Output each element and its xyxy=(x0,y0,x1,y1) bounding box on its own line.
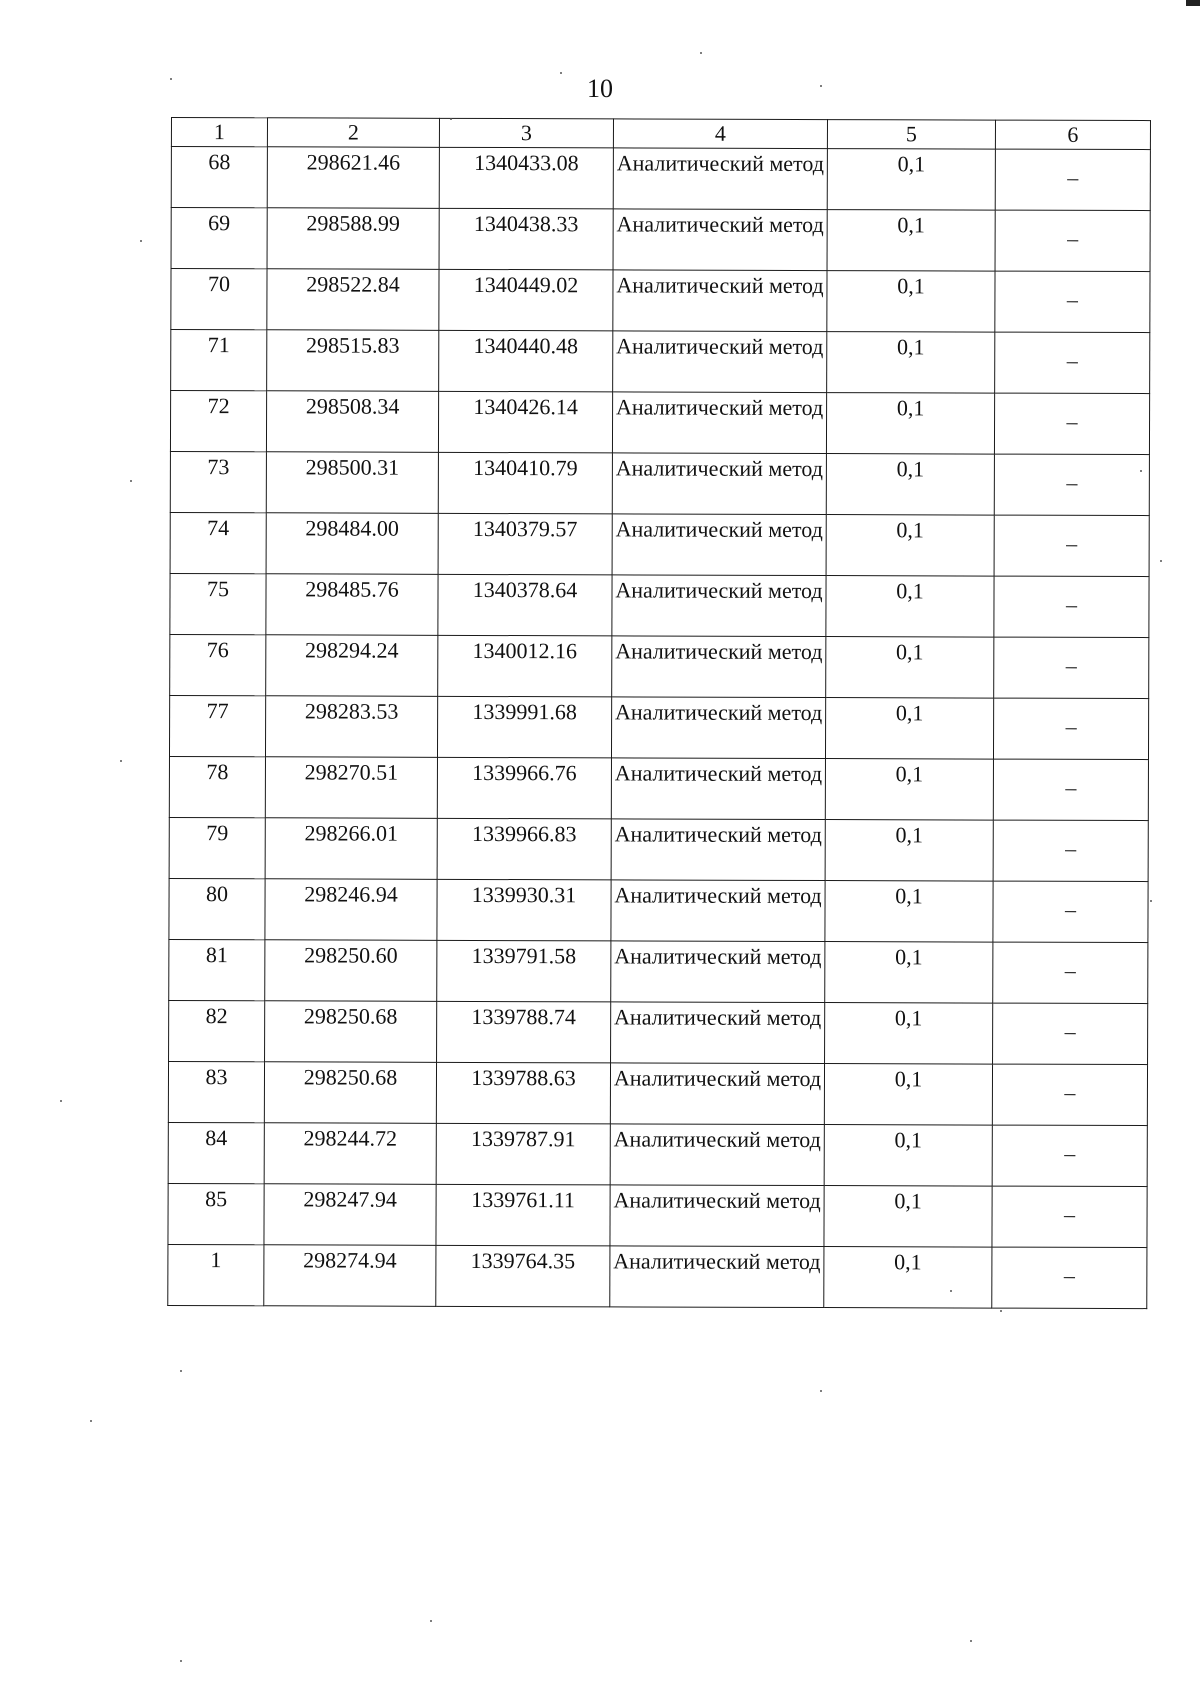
accuracy-cell: 0,1 xyxy=(825,881,993,943)
note-cell: – xyxy=(993,1003,1148,1064)
scan-speck xyxy=(120,760,122,762)
accuracy-cell: 0,1 xyxy=(825,759,993,821)
point-number-cell: 76 xyxy=(170,634,266,695)
note-cell: – xyxy=(995,210,1150,271)
column-header: 3 xyxy=(439,118,613,148)
table-row xyxy=(168,1183,1147,1247)
x-coordinate-cell: 298270.51 xyxy=(265,757,437,819)
y-coordinate-cell: 1340449.02 xyxy=(439,269,613,331)
accuracy-cell: 0,1 xyxy=(827,210,995,272)
accuracy-cell: 0,1 xyxy=(827,332,995,394)
table-row xyxy=(169,756,1148,820)
table-header-row xyxy=(171,118,1150,150)
y-coordinate-cell: 1339788.74 xyxy=(437,1001,611,1063)
point-number-cell: 84 xyxy=(168,1122,264,1183)
x-coordinate-cell: 298621.46 xyxy=(267,147,439,209)
accuracy-cell: 0,1 xyxy=(824,1125,992,1187)
scan-speck xyxy=(60,1100,62,1102)
method-cell: Аналитический метод xyxy=(612,575,826,637)
column-header: 2 xyxy=(267,118,439,148)
table-row xyxy=(171,147,1150,211)
y-coordinate-cell: 1339764.35 xyxy=(436,1245,610,1307)
y-coordinate-cell: 1339930.31 xyxy=(437,879,611,941)
y-coordinate-cell: 1340410.79 xyxy=(438,452,612,514)
method-cell: Аналитический метод xyxy=(613,148,827,210)
point-number-cell: 80 xyxy=(169,878,265,939)
table-row xyxy=(170,451,1149,515)
scan-speck xyxy=(430,1620,432,1622)
scan-speck xyxy=(130,480,132,482)
point-number-cell: 70 xyxy=(171,269,267,330)
table-row xyxy=(170,391,1149,455)
accuracy-cell: 0,1 xyxy=(825,1003,993,1065)
table-row xyxy=(169,695,1148,759)
accuracy-cell: 0,1 xyxy=(824,1064,992,1126)
scan-speck xyxy=(700,52,702,54)
point-number-cell: 68 xyxy=(171,147,267,208)
table-row xyxy=(170,512,1149,576)
x-coordinate-cell: 298515.83 xyxy=(267,330,439,392)
table-row xyxy=(168,1244,1147,1308)
accuracy-cell: 0,1 xyxy=(826,393,994,455)
method-cell: Аналитический метод xyxy=(613,209,827,271)
note-cell: – xyxy=(992,1125,1147,1186)
accuracy-cell: 0,1 xyxy=(826,637,994,699)
note-cell: – xyxy=(994,454,1149,515)
scan-speck xyxy=(140,240,142,242)
x-coordinate-cell: 298508.34 xyxy=(266,391,438,453)
point-number-cell: 72 xyxy=(170,391,266,452)
column-header: 5 xyxy=(827,120,995,150)
x-coordinate-cell: 298485.76 xyxy=(266,574,438,636)
point-number-cell: 85 xyxy=(168,1183,264,1244)
y-coordinate-cell: 1339966.83 xyxy=(437,818,611,880)
note-cell: – xyxy=(993,942,1148,1003)
x-coordinate-cell: 298250.60 xyxy=(265,940,437,1002)
x-coordinate-cell: 298500.31 xyxy=(266,452,438,514)
x-coordinate-cell: 298266.01 xyxy=(265,818,437,880)
note-cell: – xyxy=(995,332,1150,393)
method-cell: Аналитический метод xyxy=(611,941,825,1003)
x-coordinate-cell: 298250.68 xyxy=(265,1001,437,1063)
scan-speck xyxy=(820,85,822,87)
scan-speck xyxy=(1000,1310,1002,1312)
method-cell: Аналитический метод xyxy=(611,758,825,820)
accuracy-cell: 0,1 xyxy=(825,820,993,882)
y-coordinate-cell: 1339791.58 xyxy=(437,940,611,1002)
y-coordinate-cell: 1339787.91 xyxy=(436,1123,610,1185)
table-row xyxy=(169,939,1148,1003)
point-number-cell: 74 xyxy=(170,512,266,573)
method-cell: Аналитический метод xyxy=(611,1002,825,1064)
point-number-cell: 1 xyxy=(168,1244,264,1305)
method-cell: Аналитический метод xyxy=(612,453,826,515)
method-cell: Аналитический метод xyxy=(612,514,826,576)
method-cell: Аналитический метод xyxy=(610,1246,824,1308)
y-coordinate-cell: 1339761.11 xyxy=(436,1184,610,1246)
scan-speck xyxy=(180,1660,182,1662)
note-cell: – xyxy=(992,1247,1147,1308)
table-row xyxy=(170,573,1149,637)
method-cell: Аналитический метод xyxy=(610,1063,824,1125)
y-coordinate-cell: 1340438.33 xyxy=(439,208,613,270)
note-cell: – xyxy=(993,698,1148,759)
scan-speck xyxy=(820,1390,822,1392)
table-row xyxy=(169,1000,1148,1064)
note-cell: – xyxy=(994,637,1149,698)
method-cell: Аналитический метод xyxy=(613,270,827,332)
column-header: 6 xyxy=(995,120,1150,149)
x-coordinate-cell: 298522.84 xyxy=(267,269,439,331)
table-row xyxy=(171,208,1150,272)
note-cell: – xyxy=(994,515,1149,576)
scan-speck xyxy=(180,1370,182,1372)
scan-speck xyxy=(1160,560,1162,562)
point-number-cell: 79 xyxy=(169,817,265,878)
accuracy-cell: 0,1 xyxy=(827,271,995,333)
scan-speck xyxy=(560,72,562,74)
x-coordinate-cell: 298247.94 xyxy=(264,1184,436,1246)
point-number-cell: 75 xyxy=(170,573,266,634)
accuracy-cell: 0,1 xyxy=(825,698,993,760)
table-row xyxy=(168,1061,1147,1125)
accuracy-cell: 0,1 xyxy=(827,149,995,211)
x-coordinate-cell: 298484.00 xyxy=(266,513,438,575)
y-coordinate-cell: 1339991.68 xyxy=(437,696,611,758)
method-cell: Аналитический метод xyxy=(611,697,825,759)
method-cell: Аналитический метод xyxy=(610,1185,824,1247)
x-coordinate-cell: 298294.24 xyxy=(266,635,438,697)
y-coordinate-cell: 1340012.16 xyxy=(438,635,612,697)
column-header: 4 xyxy=(613,119,827,149)
column-header: 1 xyxy=(171,118,267,147)
scan-speck xyxy=(970,1640,972,1642)
point-number-cell: 78 xyxy=(169,756,265,817)
x-coordinate-cell: 298588.99 xyxy=(267,208,439,270)
x-coordinate-cell: 298244.72 xyxy=(264,1123,436,1185)
note-cell: – xyxy=(993,759,1148,820)
scan-speck xyxy=(1140,470,1142,472)
accuracy-cell: 0,1 xyxy=(826,576,994,638)
table-row xyxy=(171,330,1150,394)
point-number-cell: 77 xyxy=(169,695,265,756)
table-row xyxy=(168,1122,1147,1186)
y-coordinate-cell: 1340379.57 xyxy=(438,513,612,575)
point-number-cell: 82 xyxy=(169,1000,265,1061)
x-coordinate-cell: 298274.94 xyxy=(264,1245,436,1307)
note-cell: – xyxy=(994,393,1149,454)
x-coordinate-cell: 298250.68 xyxy=(264,1062,436,1124)
note-cell: – xyxy=(993,820,1148,881)
y-coordinate-cell: 1340433.08 xyxy=(439,147,613,209)
note-cell: – xyxy=(994,576,1149,637)
scan-speck xyxy=(1150,900,1152,902)
note-cell: – xyxy=(993,881,1148,942)
accuracy-cell: 0,1 xyxy=(826,515,994,577)
table-row xyxy=(170,634,1149,698)
accuracy-cell: 0,1 xyxy=(825,942,993,1004)
accuracy-cell: 0,1 xyxy=(826,454,994,516)
method-cell: Аналитический метод xyxy=(610,1124,824,1186)
scan-speck xyxy=(90,1420,92,1422)
note-cell: – xyxy=(992,1186,1147,1247)
table-row xyxy=(169,817,1148,881)
method-cell: Аналитический метод xyxy=(611,819,825,881)
point-number-cell: 81 xyxy=(169,939,265,1000)
scan-speck xyxy=(170,78,172,80)
coordinates-table xyxy=(167,117,1151,1309)
y-coordinate-cell: 1340378.64 xyxy=(438,574,612,636)
table-row xyxy=(169,878,1148,942)
scan-speck xyxy=(450,118,452,120)
point-number-cell: 69 xyxy=(171,208,267,269)
table-row xyxy=(171,269,1150,333)
x-coordinate-cell: 298283.53 xyxy=(265,696,437,758)
point-number-cell: 71 xyxy=(171,330,267,391)
y-coordinate-cell: 1339788.63 xyxy=(436,1062,610,1124)
y-coordinate-cell: 1340426.14 xyxy=(438,391,612,453)
point-number-cell: 73 xyxy=(170,451,266,512)
accuracy-cell: 0,1 xyxy=(824,1186,992,1248)
method-cell: Аналитический метод xyxy=(611,880,825,942)
note-cell: – xyxy=(992,1064,1147,1125)
method-cell: Аналитический метод xyxy=(612,636,826,698)
method-cell: Аналитический метод xyxy=(613,331,827,393)
x-coordinate-cell: 298246.94 xyxy=(265,879,437,941)
y-coordinate-cell: 1339966.76 xyxy=(437,757,611,819)
accuracy-cell: 0,1 xyxy=(824,1247,992,1309)
y-coordinate-cell: 1340440.48 xyxy=(439,330,613,392)
note-cell: – xyxy=(995,271,1150,332)
note-cell: – xyxy=(995,149,1150,210)
page-number: 10 xyxy=(587,74,613,103)
method-cell: Аналитический метод xyxy=(612,392,826,454)
scan-corner-mark xyxy=(1186,0,1200,6)
point-number-cell: 83 xyxy=(168,1061,264,1122)
scan-speck xyxy=(950,1290,952,1292)
